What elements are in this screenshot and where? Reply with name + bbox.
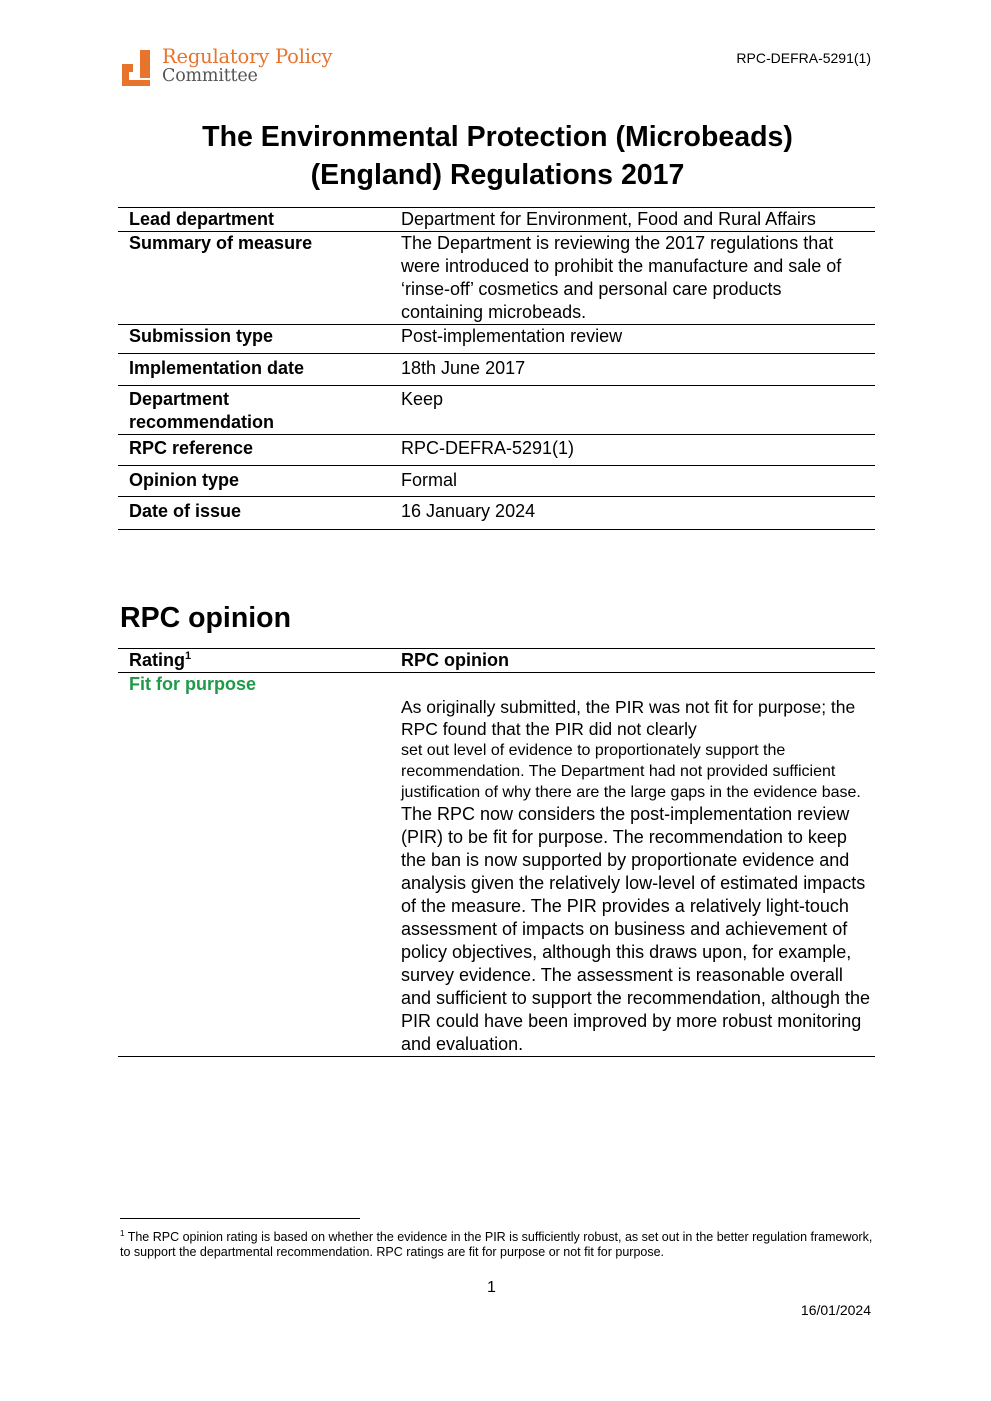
rating-value: Fit for purpose <box>129 674 256 694</box>
footnote-marker: 1 <box>185 650 192 662</box>
opinion-table-row <box>118 673 875 1057</box>
footnote-divider <box>120 1218 360 1219</box>
summary-label: Submission type <box>129 326 274 346</box>
header-reference: RPC-DEFRA-5291(1) <box>736 50 871 66</box>
opinion-text-part3: The RPC now considers the post-implementation review (PIR) to be fit for purpose. The recommendation to keep the ban is now supported by proportionate evidence and analysis given the relatively low-level of estimated impacts of the measure. The PIR provides a relatively light-touch assessment of impacts on business and achievement of policy objectives, although this draws upon, for example, survey evidence. The assessment is reasonable overall and sufficient to support the recommendation, although the PIR could have been improved by more robust monitoring and evaluation. <box>401 804 870 1054</box>
logo-text-line2: Committee <box>162 66 258 86</box>
opinion-text-part1: As originally submitted, the PIR was not fit for purpose; the RPC found that the PIR did not clearly <box>401 697 856 739</box>
summary-row-department-recommendation <box>118 386 875 435</box>
footnote-number: 1 <box>120 1229 125 1238</box>
opinion-text <box>401 673 875 1056</box>
document-title <box>120 118 875 194</box>
summary-row-rpc-reference <box>118 435 875 466</box>
summary-table <box>118 207 875 530</box>
summary-value: 16 January 2024 <box>401 501 536 521</box>
summary-value: The Department is reviewing the 2017 regulations that were introduced to prohibit the manufacture and sale of ‘rinse-off’ cosmetics and personal care products containing microbeads. <box>401 233 842 322</box>
summary-label: Implementation date <box>129 358 305 378</box>
title-line-1: The Environmental Protection (Microbeads) <box>202 121 793 153</box>
summary-value: Keep <box>401 389 444 409</box>
rating-header-text: Rating <box>129 650 185 670</box>
opinion-text-part2: set out level of evidence to proportionately support the recommendation. The Department had not provided sufficient justification of why there are the large gaps in the evidence base. <box>401 742 861 801</box>
summary-label: Opinion type <box>129 470 239 490</box>
summary-value: Formal <box>401 470 458 490</box>
title-line-2: (England) Regulations 2017 <box>310 159 685 191</box>
summary-label: Lead department <box>129 209 275 229</box>
summary-value: RPC-DEFRA-5291(1) <box>401 438 575 458</box>
summary-row-date-of-issue <box>118 497 875 530</box>
opinion-column-header: RPC opinion <box>401 650 509 670</box>
section-heading-rpc-opinion: RPC opinion <box>120 602 291 634</box>
footnote-text: The RPC opinion rating is based on whether the evidence in the PIR is sufficiently robust, as set out in the better regulation framework, to support the departmental recommendation. RPC ratings are fit for purpose or not fit for purpose. <box>120 1230 873 1260</box>
opinion-table-header <box>118 649 875 673</box>
summary-label: Summary of measure <box>129 233 313 253</box>
rating-column-header <box>118 649 401 672</box>
page-number: 1 <box>487 1279 496 1296</box>
footer-date: 16/01/2024 <box>800 1302 871 1318</box>
summary-row-submission-type <box>118 325 875 354</box>
summary-row-opinion-type <box>118 466 875 497</box>
footnote <box>120 1226 875 1260</box>
summary-label: RPC reference <box>129 438 254 458</box>
summary-row-lead-department <box>118 208 875 232</box>
opinion-table <box>118 648 875 1057</box>
summary-value: Post-implementation review <box>401 326 623 346</box>
rpc-logo <box>120 46 340 94</box>
summary-label: Date of issue <box>129 501 242 521</box>
summary-value: Department for Environment, Food and Rural Affairs <box>401 209 816 229</box>
rpc-logo-icon <box>120 48 154 92</box>
summary-row-summary-of-measure <box>118 232 875 325</box>
summary-value: 18th June 2017 <box>401 358 526 378</box>
summary-label: Department recommendation <box>129 389 275 432</box>
summary-row-implementation-date <box>118 354 875 386</box>
logo-text-line1: Regulatory Policy <box>162 45 333 68</box>
